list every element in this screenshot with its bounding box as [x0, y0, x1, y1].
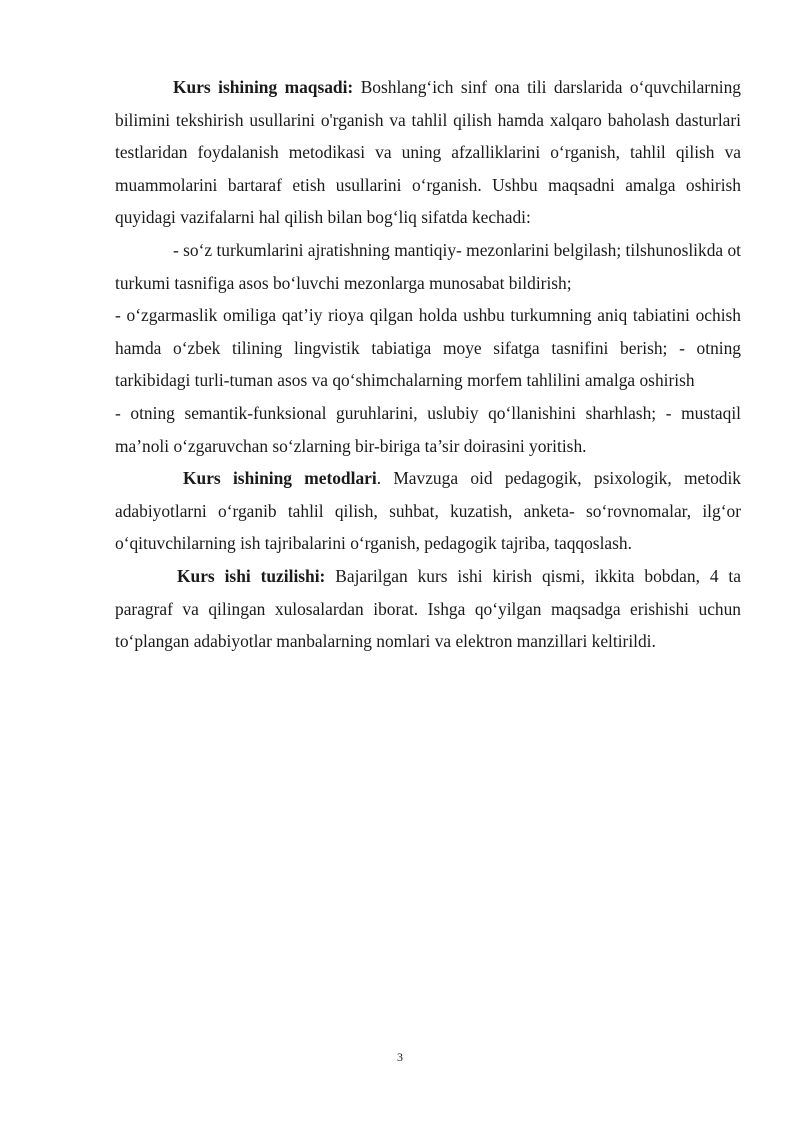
heading-structure: Kurs ishi tuzilishi: [177, 565, 326, 586]
task-item-1: - so‘z turkumlarini ajratishning mantiqiy- mezonlarini belgilash; tilshunoslikda ot turkumi tasnifiga asos bo‘luvchi mezonlarga munosabat bildirish; [115, 239, 741, 293]
heading-goal: Kurs ishining maqsadi: [173, 77, 354, 97]
paragraph-structure [115, 560, 741, 658]
paragraph-goal [115, 71, 741, 234]
text-structure: Bajarilgan kurs ishi kirish qismi, ikkita bobdan, 4 ta paragraf va qilingan xulosalardan iborat. Ishga qo‘yilgan maqsadga erishishi uchun to‘plangan adabiyotlar manbalarning nomlari va elektron manzillari keltirildi. [115, 565, 741, 652]
task-item-2: - o‘zgarmaslik omiliga qat’iy rioya qilgan holda ushbu turkumning aniq tabiatini ochish hamda o‘zbek tilining lingvistik tabiatiga moye sifatga tasnifini berish; - otning tarkibidagi turli-tuman asos va qo‘shimchalarning morfem tahlilini amalga oshirish [115, 305, 741, 391]
task-item-3: - otning semantik-funksional guruhlarini, uslubiy qo‘llanishini sharhlash; - mustaqil ma’noli o‘zgaruvchan so‘zlarning bir-biriga ta’sir doirasini yoritish. [115, 402, 741, 456]
text-goal: Boshlang‘ich sinf ona tili darslarida o‘quvchilarning bilimini tekshirish usullarini o'rganish va tahlil qilish hamda xalqaro baholash dasturlari testlaridan foydalanish metodikasi va uning afzalliklarini o‘rganish, tahlil qilish va muammolarini bartaraf etish usullarini o‘rganish. Ushbu maqsadni amalga oshirish quyidagi vazifalarni hal qilish bilan bog‘liq sifatda kechadi: [115, 77, 742, 228]
document-body [115, 71, 741, 658]
paragraph-methods [115, 462, 741, 560]
heading-methods: Kurs ishining metodlari [183, 468, 377, 489]
text-methods: . Mavzuga oid pedagogik, psixologik, metodik adabiyotlarni o‘rganib tahlil qilish, suhbat, kuzatish, anketa- so‘rovnomalar, ilg‘or o‘qituvchilarning ish tajribalarini o‘rganish, pedagogik tajriba, taqqoslash. [115, 468, 741, 554]
page-number: 3 [397, 1050, 403, 1064]
